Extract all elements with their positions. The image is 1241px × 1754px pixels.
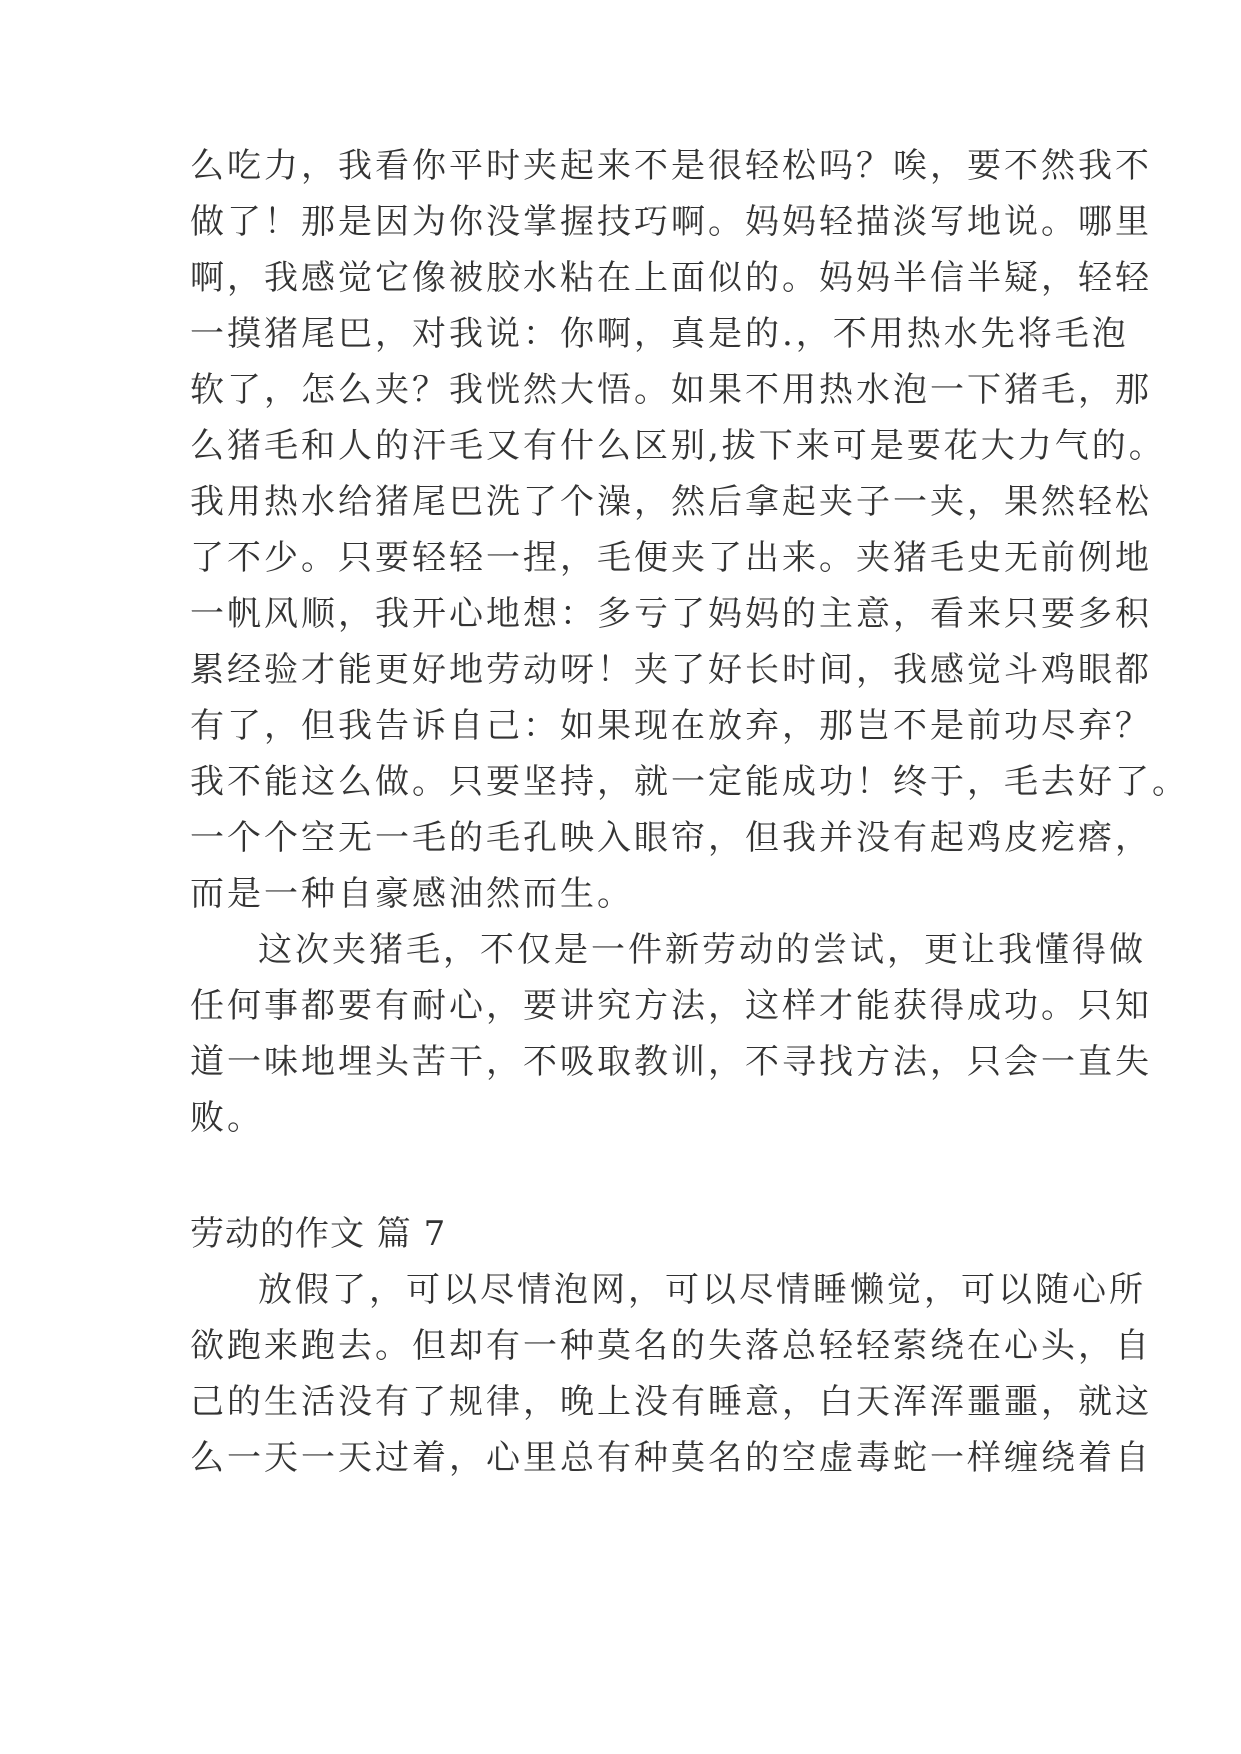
text-line: 而是一种自豪感油然而生。 [190, 874, 634, 914]
text-line: 我不能这么做。只要坚持，就一定能成功！终于，毛去好了。 [190, 762, 1189, 802]
text-line: 己的生活没有了规律，晚上没有睡意，白天浑浑噩噩，就这 [190, 1382, 1152, 1422]
text-line: 一摸猪尾巴，对我说：你啊，真是的.，不用热水先将毛泡 [190, 314, 1129, 354]
text-line: 一帆风顺，我开心地想：多亏了妈妈的主意，看来只要多积 [190, 594, 1152, 634]
text-line: 了不少。只要轻轻一捏，毛便夹了出来。夹猪毛史无前例地 [190, 538, 1152, 578]
text-line: 啊，我感觉它像被胶水粘在上面似的。妈妈半信半疑，轻轻 [190, 258, 1152, 298]
section-heading: 劳动的作文 篇 7 [190, 1214, 447, 1254]
text-line: 道一味地埋头苦干，不吸取教训，不寻找方法，只会一直失 [190, 1042, 1152, 1082]
text-line: 放假了，可以尽情泡网，可以尽情睡懒觉，可以随心所 [258, 1270, 1146, 1310]
text-line: 败。 [190, 1098, 264, 1138]
text-line: 欲跑来跑去。但却有一种莫名的失落总轻轻萦绕在心头，自 [190, 1326, 1152, 1366]
text-line: 软了，怎么夹？我恍然大悟。如果不用热水泡一下猪毛，那 [190, 370, 1152, 410]
text-line: 么吃力，我看你平时夹起来不是很轻松吗？唉，要不然我不 [190, 146, 1152, 186]
text-line: 一个个空无一毛的毛孔映入眼帘，但我并没有起鸡皮疙瘩， [190, 818, 1152, 858]
text-line: 么猪毛和人的汗毛又有什么区别,拔下来可是要花大力气的。 [190, 426, 1166, 466]
text-line: 这次夹猪毛，不仅是一件新劳动的尝试，更让我懂得做 [258, 930, 1146, 970]
text-line: 我用热水给猪尾巴洗了个澡，然后拿起夹子一夹，果然轻松 [190, 482, 1152, 522]
text-line: 有了，但我告诉自己：如果现在放弃，那岂不是前功尽弃？ [190, 706, 1152, 746]
text-line: 做了！那是因为你没掌握技巧啊。妈妈轻描淡写地说。哪里 [190, 202, 1152, 242]
text-line: 么一天一天过着，心里总有种莫名的空虚毒蛇一样缠绕着自 [190, 1438, 1152, 1478]
text-line: 任何事都要有耐心，要讲究方法，这样才能获得成功。只知 [190, 986, 1152, 1026]
text-line: 累经验才能更好地劳动呀！夹了好长时间，我感觉斗鸡眼都 [190, 650, 1152, 690]
